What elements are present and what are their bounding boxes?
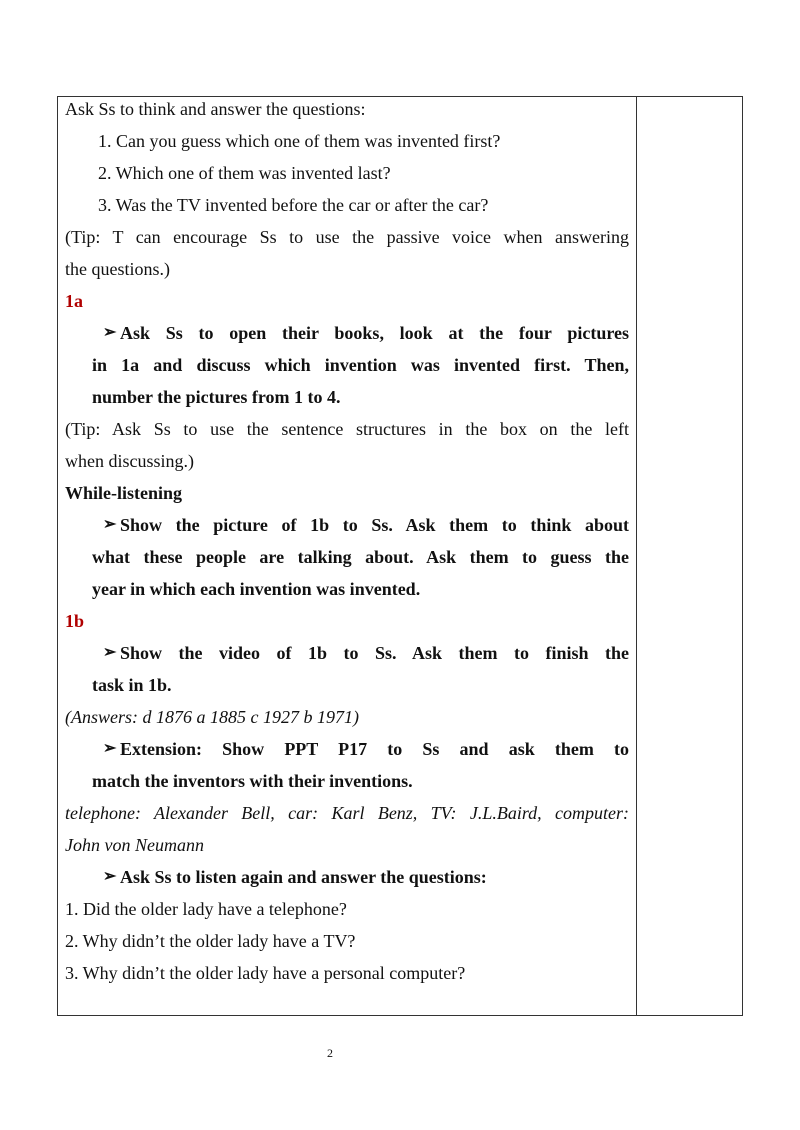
listen-question-3: 3. Why didn’t the older lady have a personal computer? [65, 963, 466, 983]
bullet-while-line-2: what these people are talking about. Ask them to guess the [92, 547, 629, 567]
section-heading-while-listening: While-listening [65, 483, 183, 503]
listen-question-1: 1. Did the older lady have a telephone? [65, 899, 347, 919]
bullet-1b-line-2: task in 1b. [92, 675, 172, 695]
intro-tip-line-2: the questions.) [65, 259, 170, 279]
tip-1a-line-1: (Tip: Ask Ss to use the sentence structures in the box on the left [65, 419, 629, 439]
arrow-bullet-icon: ➢ [103, 740, 117, 757]
lesson-table [57, 96, 743, 1016]
notes-column [637, 97, 742, 1015]
intro-prompt: Ask Ss to think and answer the questions: [65, 99, 366, 119]
page-number: 2 [327, 1046, 333, 1060]
bullet-1b-line-1: ➢ Show the video of 1b to Ss. Ask them to finish the [65, 637, 629, 669]
bullet-1a-line-2: in 1a and discuss which invention was invented first. Then, [92, 355, 629, 375]
arrow-bullet-icon: ➢ [103, 868, 117, 885]
procedure-cell [65, 97, 629, 989]
intro-tip-line-1: (Tip: T can encourage Ss to use the passive voice when answering [65, 227, 629, 247]
arrow-bullet-icon: ➢ [103, 516, 117, 533]
arrow-bullet-icon: ➢ [103, 324, 117, 341]
arrow-bullet-icon: ➢ [103, 644, 117, 661]
extension-line-1: ➢ Extension: Show PPT P17 to Ss and ask them to [65, 733, 629, 765]
match-line-1: telephone: Alexander Bell, car: Karl Benz, TV: J.L.Baird, computer: [65, 803, 629, 823]
intro-question-1: 1. Can you guess which one of them was invented first? [98, 131, 501, 151]
section-heading-1a: 1a [65, 291, 83, 311]
answers-line: (Answers: d 1876 a 1885 c 1927 b 1971) [65, 707, 359, 727]
listen-question-2: 2. Why didn’t the older lady have a TV? [65, 931, 356, 951]
bullet-1a-line-3: number the pictures from 1 to 4. [92, 387, 341, 407]
bullet-while-line-1: ➢ Show the picture of 1b to Ss. Ask them to think about [65, 509, 629, 541]
extension-line-2: match the inventors with their inventions. [92, 771, 413, 791]
match-line-2: John von Neumann [65, 835, 204, 855]
intro-question-3: 3. Was the TV invented before the car or after the car? [98, 195, 489, 215]
tip-1a-line-2: when discussing.) [65, 451, 194, 471]
bullet-while-line-3: year in which each invention was invented. [92, 579, 421, 599]
listen-again-line: ➢ Ask Ss to listen again and answer the questions: [65, 861, 629, 893]
bullet-1a-line-1: ➢ Ask Ss to open their books, look at the four pictures [65, 317, 629, 349]
intro-question-2: 2. Which one of them was invented last? [98, 163, 391, 183]
section-heading-1b: 1b [65, 611, 85, 631]
